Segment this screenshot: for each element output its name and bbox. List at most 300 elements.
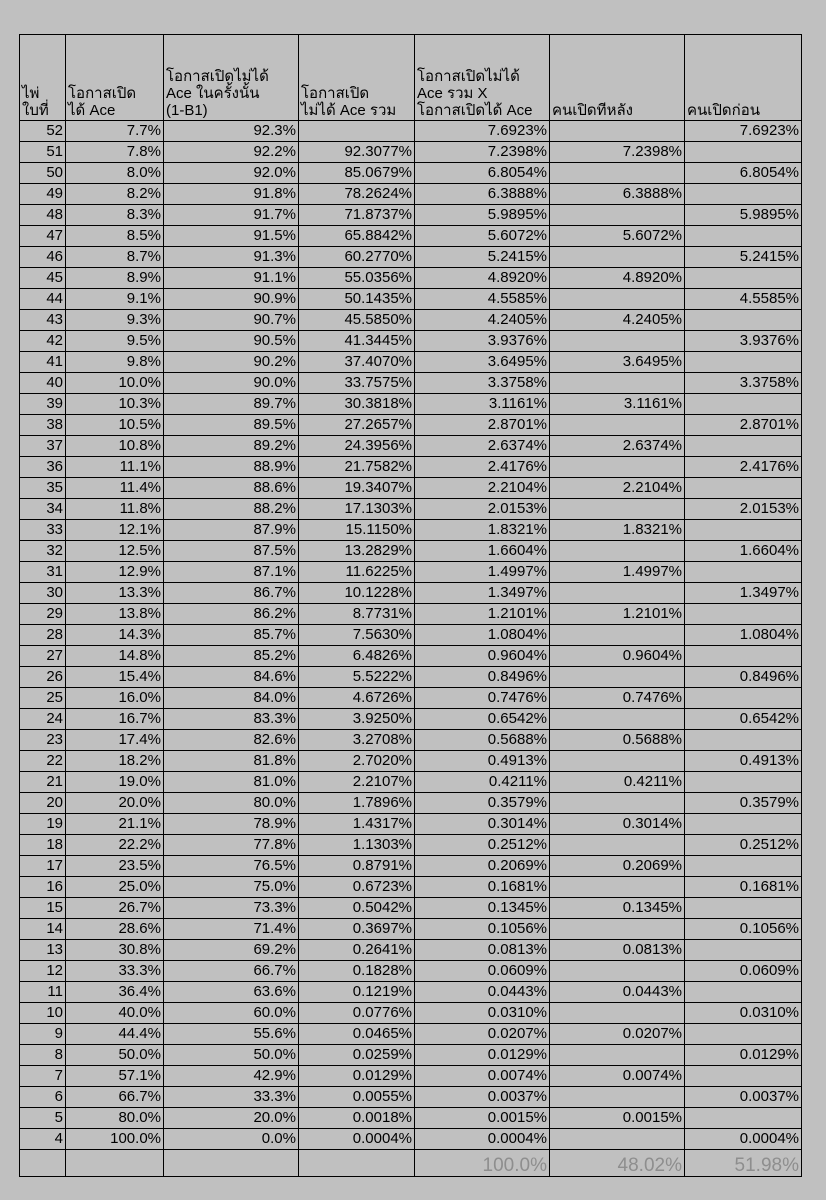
cell-no-ace-this-draw: 84.0% <box>164 688 299 709</box>
cell-no-ace-cumulative: 4.6726% <box>299 688 415 709</box>
table-row <box>20 121 802 142</box>
table-row <box>20 1066 802 1087</box>
cell-no-ace-cumulative: 2.7020% <box>299 751 415 772</box>
cell-later-player: 0.0443% <box>550 982 685 1003</box>
table-row <box>20 835 802 856</box>
table-row <box>20 1003 802 1024</box>
table-row <box>20 373 802 394</box>
cell-first-player: 1.6604% <box>685 541 802 562</box>
cell-later-player: 1.8321% <box>550 520 685 541</box>
cell-no-ace-this-draw: 88.6% <box>164 478 299 499</box>
cell-no-ace-cumulative: 5.5222% <box>299 667 415 688</box>
cell-card-number: 26 <box>20 667 66 688</box>
table-row <box>20 772 802 793</box>
header-no-ace-cumulative <box>299 35 415 121</box>
cell-later-player: 4.2405% <box>550 310 685 331</box>
cell-product: 1.2101% <box>415 604 550 625</box>
table-row <box>20 436 802 457</box>
table-row <box>20 226 802 247</box>
cell-no-ace-cumulative: 0.2641% <box>299 940 415 961</box>
cell-card-number: 35 <box>20 478 66 499</box>
cell-ace-chance: 66.7% <box>66 1087 164 1108</box>
cell-no-ace-this-draw: 91.5% <box>164 226 299 247</box>
cell-later-player: 0.0074% <box>550 1066 685 1087</box>
table-row <box>20 289 802 310</box>
cell-first-player <box>685 982 802 1003</box>
cell-card-number: 30 <box>20 583 66 604</box>
total-later-player: 48.02% <box>550 1150 685 1177</box>
header-line: คนเปิดก่อน <box>687 102 761 119</box>
cell-ace-chance: 13.8% <box>66 604 164 625</box>
cell-card-number: 29 <box>20 604 66 625</box>
cell-card-number: 45 <box>20 268 66 289</box>
cell-later-player <box>550 625 685 646</box>
header-row <box>20 35 802 121</box>
cell-product: 0.1056% <box>415 919 550 940</box>
cell-later-player <box>550 1003 685 1024</box>
cell-no-ace-this-draw: 90.0% <box>164 373 299 394</box>
table-row <box>20 898 802 919</box>
table-row <box>20 604 802 625</box>
cell-later-player <box>550 793 685 814</box>
table-row <box>20 1087 802 1108</box>
cell-ace-chance: 7.7% <box>66 121 164 142</box>
cell-card-number: 40 <box>20 373 66 394</box>
cell-card-number: 19 <box>20 814 66 835</box>
cell-card-number: 11 <box>20 982 66 1003</box>
cell-no-ace-cumulative: 0.5042% <box>299 898 415 919</box>
cell-first-player: 0.0004% <box>685 1129 802 1150</box>
cell-later-player <box>550 205 685 226</box>
cell-no-ace-cumulative: 85.0679% <box>299 163 415 184</box>
table-row <box>20 247 802 268</box>
cell-no-ace-cumulative: 60.2770% <box>299 247 415 268</box>
cell-later-player: 0.4211% <box>550 772 685 793</box>
cell-product: 6.3888% <box>415 184 550 205</box>
cell-later-player: 3.6495% <box>550 352 685 373</box>
cell-ace-chance: 10.3% <box>66 394 164 415</box>
cell-card-number: 6 <box>20 1087 66 1108</box>
cell-later-player <box>550 1129 685 1150</box>
cell-first-player: 4.5585% <box>685 289 802 310</box>
cell-no-ace-this-draw: 42.9% <box>164 1066 299 1087</box>
cell-ace-chance: 15.4% <box>66 667 164 688</box>
cell-ace-chance: 8.5% <box>66 226 164 247</box>
cell-ace-chance: 8.3% <box>66 205 164 226</box>
cell-product: 4.2405% <box>415 310 550 331</box>
cell-no-ace-cumulative: 10.1228% <box>299 583 415 604</box>
table-row <box>20 667 802 688</box>
cell-product: 0.7476% <box>415 688 550 709</box>
cell-no-ace-cumulative: 1.4317% <box>299 814 415 835</box>
cell-first-player: 0.4913% <box>685 751 802 772</box>
cell-no-ace-cumulative: 0.0129% <box>299 1066 415 1087</box>
cell-later-player: 2.2104% <box>550 478 685 499</box>
cell-no-ace-cumulative: 15.1150% <box>299 520 415 541</box>
cell-ace-chance: 100.0% <box>66 1129 164 1150</box>
cell-no-ace-this-draw: 89.7% <box>164 394 299 415</box>
table-row <box>20 709 802 730</box>
table-row <box>20 688 802 709</box>
cell-first-player <box>685 184 802 205</box>
probability-table <box>19 34 802 1177</box>
header-line: ได้ Ace <box>68 102 116 119</box>
cell-no-ace-cumulative: 33.7575% <box>299 373 415 394</box>
cell-no-ace-this-draw: 66.7% <box>164 961 299 982</box>
table-row <box>20 268 802 289</box>
cell-ace-chance: 11.4% <box>66 478 164 499</box>
cell-product: 2.6374% <box>415 436 550 457</box>
cell-card-number: 21 <box>20 772 66 793</box>
cell-first-player <box>685 352 802 373</box>
cell-no-ace-cumulative: 1.1303% <box>299 835 415 856</box>
totals-row <box>20 1150 802 1177</box>
cell-product: 0.5688% <box>415 730 550 751</box>
cell-no-ace-this-draw: 50.0% <box>164 1045 299 1066</box>
cell-first-player <box>685 646 802 667</box>
cell-later-player <box>550 163 685 184</box>
cell-first-player <box>685 562 802 583</box>
cell-no-ace-this-draw: 55.6% <box>164 1024 299 1045</box>
cell-card-number: 12 <box>20 961 66 982</box>
cell-product: 0.6542% <box>415 709 550 730</box>
cell-later-player: 7.2398% <box>550 142 685 163</box>
cell-later-player: 0.2069% <box>550 856 685 877</box>
cell-product: 0.0015% <box>415 1108 550 1129</box>
cell-no-ace-this-draw: 89.2% <box>164 436 299 457</box>
table-row <box>20 919 802 940</box>
table-row <box>20 730 802 751</box>
cell-no-ace-this-draw: 90.2% <box>164 352 299 373</box>
cell-no-ace-this-draw: 83.3% <box>164 709 299 730</box>
table-row <box>20 331 802 352</box>
header-line: ไม่ได้ Ace รวม <box>301 102 397 119</box>
cell-no-ace-cumulative: 17.1303% <box>299 499 415 520</box>
table-row <box>20 583 802 604</box>
table-row <box>20 352 802 373</box>
cell-ace-chance: 36.4% <box>66 982 164 1003</box>
cell-product: 0.0813% <box>415 940 550 961</box>
cell-no-ace-cumulative: 7.5630% <box>299 625 415 646</box>
cell-no-ace-cumulative: 0.8791% <box>299 856 415 877</box>
cell-ace-chance: 10.0% <box>66 373 164 394</box>
cell-ace-chance: 8.7% <box>66 247 164 268</box>
cell-product: 0.1681% <box>415 877 550 898</box>
cell-card-number: 34 <box>20 499 66 520</box>
table-row <box>20 814 802 835</box>
cell-card-number: 32 <box>20 541 66 562</box>
cell-no-ace-cumulative: 1.7896% <box>299 793 415 814</box>
cell-card-number: 28 <box>20 625 66 646</box>
cell-product: 0.3014% <box>415 814 550 835</box>
cell-later-player <box>550 835 685 856</box>
cell-product: 0.0310% <box>415 1003 550 1024</box>
cell-no-ace-cumulative: 55.0356% <box>299 268 415 289</box>
table-row <box>20 961 802 982</box>
cell-product: 2.4176% <box>415 457 550 478</box>
cell-no-ace-this-draw: 87.5% <box>164 541 299 562</box>
cell-no-ace-cumulative: 13.2829% <box>299 541 415 562</box>
cell-no-ace-cumulative: 3.2708% <box>299 730 415 751</box>
header-first-player <box>685 35 802 121</box>
cell-first-player: 2.4176% <box>685 457 802 478</box>
cell-card-number: 46 <box>20 247 66 268</box>
cell-card-number: 31 <box>20 562 66 583</box>
cell-first-player: 0.0609% <box>685 961 802 982</box>
cell-later-player <box>550 121 685 142</box>
cell-later-player <box>550 877 685 898</box>
cell-no-ace-cumulative <box>299 121 415 142</box>
cell-no-ace-this-draw: 88.9% <box>164 457 299 478</box>
cell-card-number: 43 <box>20 310 66 331</box>
table-row <box>20 1045 802 1066</box>
cell-no-ace-this-draw: 69.2% <box>164 940 299 961</box>
cell-ace-chance: 19.0% <box>66 772 164 793</box>
cell-first-player: 0.0037% <box>685 1087 802 1108</box>
cell-ace-chance: 9.1% <box>66 289 164 310</box>
cell-card-number: 8 <box>20 1045 66 1066</box>
cell-card-number: 33 <box>20 520 66 541</box>
cell-no-ace-this-draw: 81.8% <box>164 751 299 772</box>
cell-first-player: 0.6542% <box>685 709 802 730</box>
cell-later-player <box>550 373 685 394</box>
cell-product: 1.3497% <box>415 583 550 604</box>
cell-product: 5.9895% <box>415 205 550 226</box>
cell-no-ace-this-draw: 33.3% <box>164 1087 299 1108</box>
cell-first-player <box>685 142 802 163</box>
cell-later-player: 0.1345% <box>550 898 685 919</box>
cell-first-player <box>685 898 802 919</box>
cell-no-ace-cumulative: 37.4070% <box>299 352 415 373</box>
header-line: โอกาสเปิด <box>301 85 370 102</box>
cell-ace-chance: 13.3% <box>66 583 164 604</box>
cell-card-number: 24 <box>20 709 66 730</box>
cell-no-ace-this-draw: 20.0% <box>164 1108 299 1129</box>
cell-ace-chance: 26.7% <box>66 898 164 919</box>
cell-card-number: 50 <box>20 163 66 184</box>
cell-later-player: 0.0015% <box>550 1108 685 1129</box>
cell-no-ace-cumulative: 30.3818% <box>299 394 415 415</box>
cell-later-player <box>550 751 685 772</box>
cell-product: 0.0207% <box>415 1024 550 1045</box>
cell-card-number: 52 <box>20 121 66 142</box>
cell-card-number: 37 <box>20 436 66 457</box>
cell-product: 3.6495% <box>415 352 550 373</box>
cell-no-ace-cumulative: 45.5850% <box>299 310 415 331</box>
cell-card-number: 17 <box>20 856 66 877</box>
cell-no-ace-cumulative: 92.3077% <box>299 142 415 163</box>
cell-later-player: 5.6072% <box>550 226 685 247</box>
cell-later-player: 1.2101% <box>550 604 685 625</box>
cell-first-player <box>685 772 802 793</box>
cell-ace-chance: 9.3% <box>66 310 164 331</box>
cell-later-player: 0.0813% <box>550 940 685 961</box>
cell-no-ace-this-draw: 71.4% <box>164 919 299 940</box>
header-ace-chance <box>66 35 164 121</box>
cell-product: 4.5585% <box>415 289 550 310</box>
table-row <box>20 856 802 877</box>
cell-first-player <box>685 730 802 751</box>
cell-product: 0.4913% <box>415 751 550 772</box>
cell-first-player: 2.8701% <box>685 415 802 436</box>
cell-later-player <box>550 499 685 520</box>
cell-ace-chance: 12.5% <box>66 541 164 562</box>
cell-later-player <box>550 541 685 562</box>
cell-card-number: 20 <box>20 793 66 814</box>
cell-card-number: 27 <box>20 646 66 667</box>
cell-first-player: 7.6923% <box>685 121 802 142</box>
cell-product: 0.0074% <box>415 1066 550 1087</box>
cell-later-player: 0.7476% <box>550 688 685 709</box>
cell-later-player <box>550 667 685 688</box>
cell-card-number: 41 <box>20 352 66 373</box>
cell-ace-chance: 20.0% <box>66 793 164 814</box>
cell-first-player <box>685 436 802 457</box>
cell-product: 6.8054% <box>415 163 550 184</box>
cell-product: 1.8321% <box>415 520 550 541</box>
cell-no-ace-cumulative: 50.1435% <box>299 289 415 310</box>
cell-ace-chance: 12.1% <box>66 520 164 541</box>
cell-product: 0.0443% <box>415 982 550 1003</box>
cell-later-player: 2.6374% <box>550 436 685 457</box>
cell-ace-chance: 21.1% <box>66 814 164 835</box>
cell-product: 1.4997% <box>415 562 550 583</box>
cell-product: 0.0004% <box>415 1129 550 1150</box>
cell-first-player <box>685 814 802 835</box>
cell-no-ace-cumulative: 11.6225% <box>299 562 415 583</box>
header-later-player <box>550 35 685 121</box>
header-card-number <box>20 35 66 121</box>
cell-product: 1.0804% <box>415 625 550 646</box>
cell-card-number: 23 <box>20 730 66 751</box>
cell-no-ace-cumulative: 65.8842% <box>299 226 415 247</box>
cell-later-player <box>550 289 685 310</box>
cell-product: 0.0129% <box>415 1045 550 1066</box>
cell-ace-chance: 14.3% <box>66 625 164 646</box>
cell-no-ace-this-draw: 73.3% <box>164 898 299 919</box>
cell-no-ace-this-draw: 87.9% <box>164 520 299 541</box>
cell-no-ace-this-draw: 90.9% <box>164 289 299 310</box>
cell-no-ace-this-draw: 77.8% <box>164 835 299 856</box>
cell-no-ace-this-draw: 91.3% <box>164 247 299 268</box>
cell-later-player: 0.3014% <box>550 814 685 835</box>
cell-no-ace-cumulative: 0.6723% <box>299 877 415 898</box>
cell-card-number: 18 <box>20 835 66 856</box>
cell-first-player: 2.0153% <box>685 499 802 520</box>
table-row <box>20 205 802 226</box>
cell-ace-chance: 9.8% <box>66 352 164 373</box>
table-row <box>20 1024 802 1045</box>
cell-no-ace-this-draw: 92.3% <box>164 121 299 142</box>
cell-no-ace-this-draw: 91.7% <box>164 205 299 226</box>
cell-first-player <box>685 226 802 247</box>
cell-no-ace-this-draw: 63.6% <box>164 982 299 1003</box>
cell-product: 0.8496% <box>415 667 550 688</box>
cell-product: 0.0037% <box>415 1087 550 1108</box>
cell-later-player: 0.5688% <box>550 730 685 751</box>
table-row <box>20 646 802 667</box>
cell-card-number: 25 <box>20 688 66 709</box>
cell-later-player <box>550 457 685 478</box>
cell-product: 2.2104% <box>415 478 550 499</box>
header-line: Ace ในครั้งนั้น <box>166 85 260 102</box>
cell-ace-chance: 8.2% <box>66 184 164 205</box>
cell-no-ace-this-draw: 76.5% <box>164 856 299 877</box>
cell-no-ace-this-draw: 91.1% <box>164 268 299 289</box>
cell-no-ace-cumulative: 0.1828% <box>299 961 415 982</box>
cell-later-player <box>550 1087 685 1108</box>
cell-later-player <box>550 961 685 982</box>
cell-first-player <box>685 1024 802 1045</box>
cell-product: 4.8920% <box>415 268 550 289</box>
cell-no-ace-cumulative: 3.9250% <box>299 709 415 730</box>
table-row <box>20 625 802 646</box>
cell-card-number: 7 <box>20 1066 66 1087</box>
cell-card-number: 10 <box>20 1003 66 1024</box>
cell-ace-chance: 11.1% <box>66 457 164 478</box>
cell-card-number: 16 <box>20 877 66 898</box>
cell-product: 2.0153% <box>415 499 550 520</box>
cell-product: 7.2398% <box>415 142 550 163</box>
table-row <box>20 415 802 436</box>
cell-no-ace-cumulative: 71.8737% <box>299 205 415 226</box>
cell-card-number: 39 <box>20 394 66 415</box>
cell-ace-chance: 25.0% <box>66 877 164 898</box>
cell-card-number: 49 <box>20 184 66 205</box>
cell-no-ace-cumulative: 24.3956% <box>299 436 415 457</box>
total-cell-empty <box>20 1150 66 1177</box>
cell-no-ace-this-draw: 86.2% <box>164 604 299 625</box>
cell-no-ace-this-draw: 90.7% <box>164 310 299 331</box>
cell-ace-chance: 28.6% <box>66 919 164 940</box>
cell-first-player: 3.3758% <box>685 373 802 394</box>
cell-first-player: 0.2512% <box>685 835 802 856</box>
cell-first-player <box>685 520 802 541</box>
cell-later-player <box>550 247 685 268</box>
cell-product: 0.9604% <box>415 646 550 667</box>
cell-no-ace-cumulative: 0.0776% <box>299 1003 415 1024</box>
cell-first-player <box>685 478 802 499</box>
cell-no-ace-this-draw: 0.0% <box>164 1129 299 1150</box>
cell-card-number: 22 <box>20 751 66 772</box>
cell-ace-chance: 16.0% <box>66 688 164 709</box>
cell-first-player <box>685 394 802 415</box>
cell-no-ace-this-draw: 87.1% <box>164 562 299 583</box>
cell-later-player: 4.8920% <box>550 268 685 289</box>
cell-ace-chance: 18.2% <box>66 751 164 772</box>
cell-first-player: 0.1056% <box>685 919 802 940</box>
cell-no-ace-this-draw: 86.7% <box>164 583 299 604</box>
cell-ace-chance: 17.4% <box>66 730 164 751</box>
cell-later-player <box>550 919 685 940</box>
cell-first-player <box>685 1108 802 1129</box>
cell-no-ace-this-draw: 78.9% <box>164 814 299 835</box>
cell-no-ace-this-draw: 91.8% <box>164 184 299 205</box>
cell-ace-chance: 12.9% <box>66 562 164 583</box>
cell-no-ace-cumulative: 41.3445% <box>299 331 415 352</box>
cell-ace-chance: 22.2% <box>66 835 164 856</box>
cell-first-player: 1.0804% <box>685 625 802 646</box>
header-line: ไพ่ <box>22 85 40 102</box>
cell-ace-chance: 11.8% <box>66 499 164 520</box>
cell-first-player: 0.1681% <box>685 877 802 898</box>
cell-no-ace-cumulative: 0.1219% <box>299 982 415 1003</box>
cell-product: 5.6072% <box>415 226 550 247</box>
cell-card-number: 36 <box>20 457 66 478</box>
cell-product: 3.9376% <box>415 331 550 352</box>
total-cell-empty <box>66 1150 164 1177</box>
cell-product: 0.2069% <box>415 856 550 877</box>
